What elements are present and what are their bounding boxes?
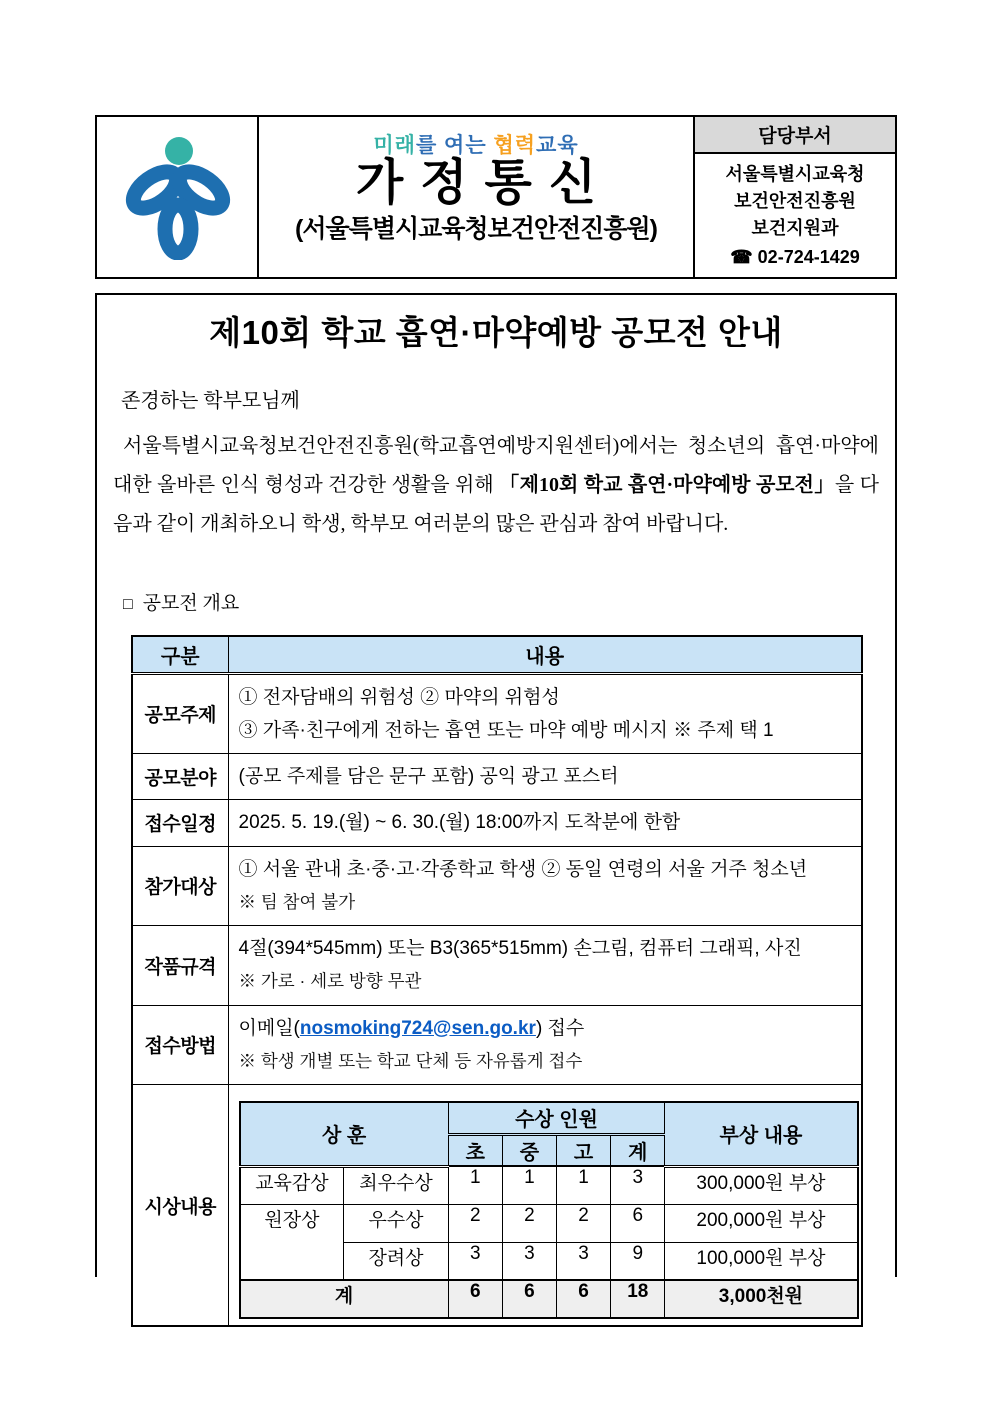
table-header-row (132, 636, 862, 673)
schedule-line: 2025. 5. 19.(월) ~ 6. 30.(월) 18:00까지 도착분에 한함 (238, 812, 681, 834)
department-box (693, 117, 895, 277)
table-row (132, 1085, 862, 1327)
spec-note: ※ 가로 · 세로 방향 무관 (238, 971, 422, 992)
awards-header-prize: 부상 내용 (665, 1102, 858, 1166)
intro-text: 서울특별시교육청보건안전진흥원(학교흡연예방지원센터)에서는 청소년의 흡연·마약에 대한 올바른 인식 형성과 건강한 생활을 위해 (113, 435, 879, 496)
column-header-content: 내용 (228, 636, 862, 673)
org-logo-cell (97, 117, 259, 277)
level-elementary: 초 (448, 1134, 502, 1166)
total-count: 6 (448, 1280, 502, 1318)
email-link[interactable]: nosmoking724@sen.go.kr (299, 1017, 536, 1039)
intro-paragraph (113, 427, 879, 544)
department-info (695, 154, 895, 271)
row-label-apply: 접수방법 (132, 1005, 228, 1085)
table-row (132, 1005, 862, 1085)
award-group: 원장상 (240, 1204, 344, 1280)
award-count: 1 (557, 1166, 611, 1204)
level-total: 계 (611, 1134, 665, 1166)
row-label-target: 참가대상 (132, 846, 228, 926)
section-heading (123, 588, 895, 615)
row-label-schedule: 접수일정 (132, 800, 228, 846)
slogan-part: 교육 (536, 134, 579, 157)
total-prize: 3,000천원 (665, 1280, 858, 1318)
row-content-apply (228, 1005, 862, 1085)
table-row (132, 800, 862, 846)
section-title: 공모전 개요 (142, 593, 240, 614)
column-header-category: 구분 (132, 636, 228, 673)
total-count: 6 (557, 1280, 611, 1318)
total-label: 계 (240, 1280, 449, 1318)
award-count: 1 (502, 1166, 556, 1204)
row-label-awards: 시상내용 (132, 1085, 228, 1327)
table-row (132, 926, 862, 1006)
award-name: 우수상 (344, 1204, 448, 1242)
greeting-line: 존경하는 학부모님께 (121, 390, 300, 412)
award-group: 교육감상 (240, 1166, 344, 1204)
contest-overview-table (131, 635, 863, 1327)
slogan-part: 미래 (373, 134, 416, 157)
table-row (132, 754, 862, 800)
header-title-area (259, 117, 693, 277)
awards-row (240, 1204, 858, 1242)
org-logo-icon (121, 134, 233, 260)
phone-icon: ☎ (730, 247, 753, 267)
award-count: 2 (448, 1204, 502, 1242)
row-label-theme: 공모주제 (132, 673, 228, 754)
square-bullet-icon: □ (123, 596, 133, 613)
row-content-field (228, 754, 862, 800)
award-count: 6 (611, 1204, 665, 1242)
award-prize: 100,000원 부상 (665, 1242, 858, 1280)
award-count: 3 (611, 1166, 665, 1204)
document-body-frame (95, 293, 897, 1307)
award-name: 장려상 (344, 1242, 448, 1280)
target-line: ① 서울 관내 초·중·고·각종학교 학생 ② 동일 연령의 서울 거주 청소년 (238, 858, 808, 880)
row-content-target (228, 846, 862, 926)
row-content-spec (228, 926, 862, 1006)
row-label-field: 공모분야 (132, 754, 228, 800)
slogan (259, 129, 693, 159)
field-line: (공모 주제를 담은 문구 포함) 공익 광고 포스터 (238, 766, 619, 787)
row-content-theme (228, 673, 862, 754)
apply-note: ※ 학생 개별 또는 학교 단체 등 자유롭게 접수 (238, 1050, 583, 1071)
award-count: 2 (557, 1204, 611, 1242)
table-row (132, 673, 862, 754)
slogan-part: 협력 (493, 134, 537, 157)
row-content-awards (228, 1085, 862, 1327)
awards-total-row (240, 1280, 858, 1318)
total-count: 6 (502, 1280, 556, 1318)
newsletter-subtitle: (서울특별시교육청보건안전진흥원) (295, 214, 657, 243)
apply-prefix: 이메일( (238, 1017, 300, 1039)
apply-line (239, 1012, 852, 1045)
theme-line-1: ① 전자담배의 위험성 ② 마약의 위험성 (238, 686, 560, 708)
target-note: ※ 팀 참여 불가 (238, 891, 356, 912)
phone-number: 02-724-1429 (757, 247, 860, 267)
award-count: 3 (448, 1242, 502, 1280)
department-phone (695, 244, 895, 271)
awards-header-award: 상 훈 (240, 1102, 449, 1166)
awards-header-winners: 수상 인원 (448, 1102, 665, 1134)
total-count: 18 (611, 1280, 665, 1318)
award-count: 1 (448, 1166, 502, 1204)
department-line: 서울특별시교육청 (725, 164, 865, 184)
award-count: 2 (502, 1204, 556, 1242)
award-prize: 200,000원 부상 (665, 1204, 858, 1242)
award-count: 3 (557, 1242, 611, 1280)
award-count: 9 (611, 1242, 665, 1280)
newsletter-header (95, 115, 897, 279)
intro-text: 을 다음과 같이 개최하오니 학생, 학부모 여러분의 많은 관심과 참여 바랍니다. (113, 474, 879, 535)
awards-header-row (240, 1102, 858, 1134)
department-header: 담당부서 (695, 117, 895, 154)
awards-table (239, 1101, 859, 1319)
award-name: 최우수상 (344, 1166, 448, 1204)
level-high: 고 (557, 1134, 611, 1166)
department-line: 보건안전진흥원 (734, 191, 856, 211)
theme-line-2: ③ 가족·친구에게 전하는 흡연 또는 마약 예방 메시지 ※ 주제 택 1 (238, 719, 774, 741)
award-prize: 300,000원 부상 (665, 1166, 858, 1204)
page-title: 제10회 학교 흡연·마약예방 공모전 안내 (209, 314, 783, 351)
row-content-schedule (228, 800, 862, 846)
row-label-spec: 작품규격 (132, 926, 228, 1006)
apply-suffix: ) 접수 (535, 1017, 585, 1039)
intro-contest-name: 「제10회 학교 흡연·마약예방 공모전」 (499, 474, 835, 496)
level-middle: 중 (502, 1134, 556, 1166)
awards-row (240, 1166, 858, 1204)
department-line: 보건지원과 (751, 218, 839, 238)
spec-line: 4절(394*545mm) 또는 B3(365*515mm) 손그림, 컴퓨터 그래픽, 사진 (238, 938, 802, 959)
table-row (132, 846, 862, 926)
newsletter-title: 가정통신 (355, 156, 614, 210)
award-count: 3 (502, 1242, 556, 1280)
slogan-part: 를 여는 (415, 134, 494, 157)
